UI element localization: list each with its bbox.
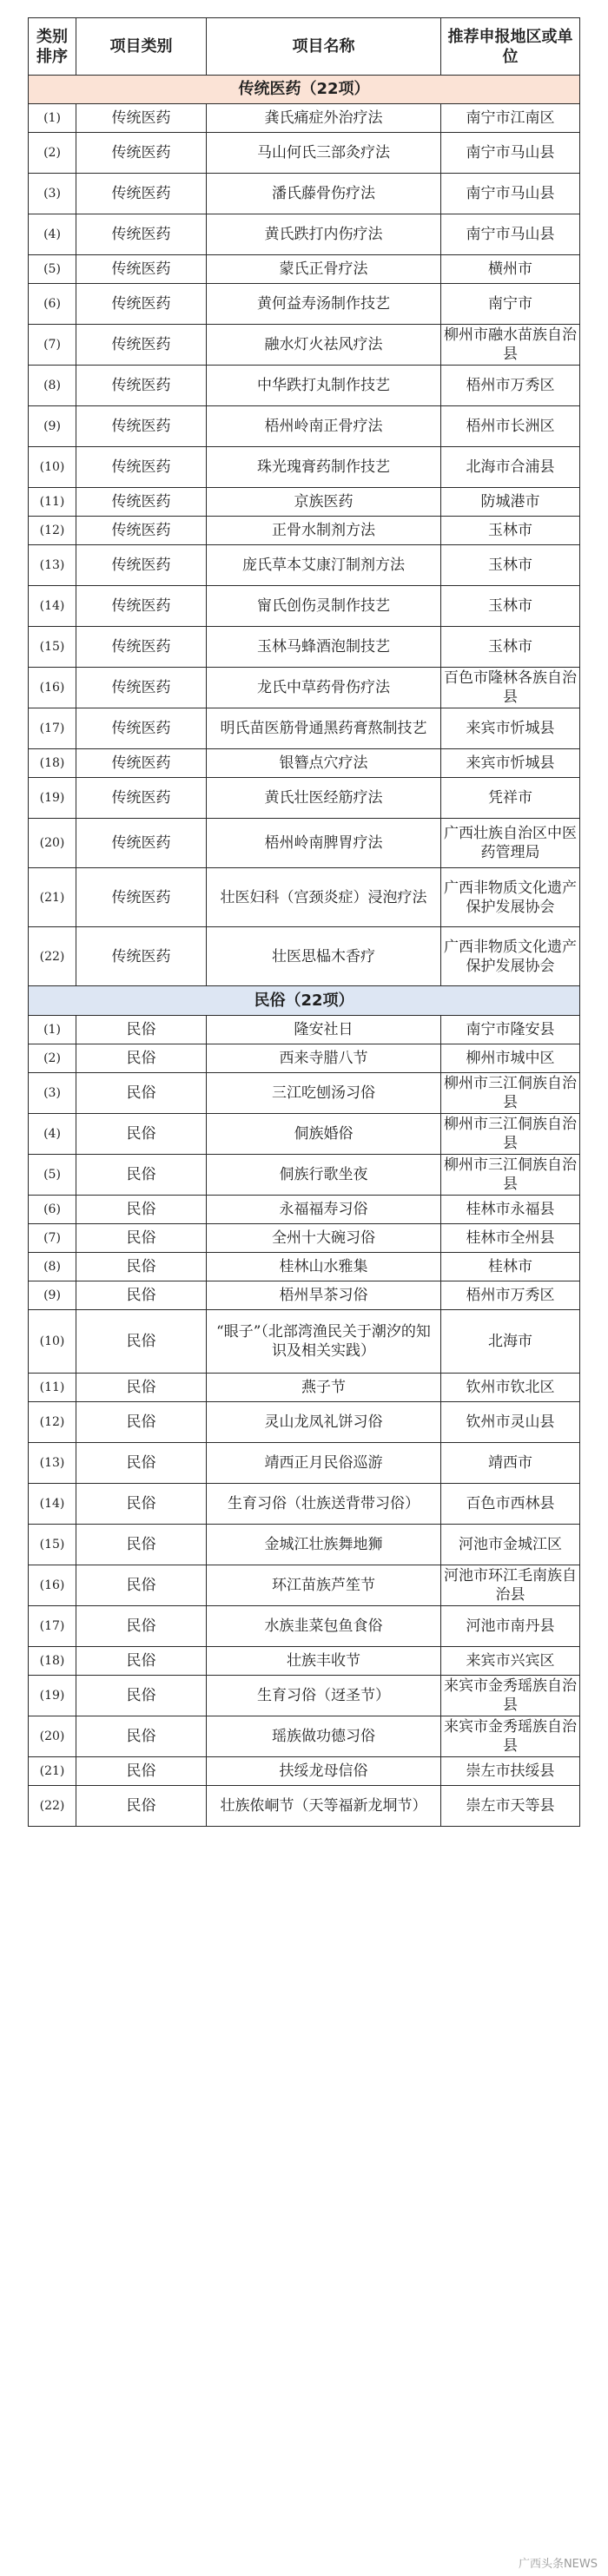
row-region: 南宁市江南区: [441, 104, 580, 133]
row-order: (15): [29, 627, 76, 668]
table-row: [29, 1484, 580, 1525]
row-project-name: 西来寺腊八节: [207, 1044, 441, 1073]
row-region: 梧州市万秀区: [441, 1281, 580, 1310]
row-project-name: 永福福寿习俗: [207, 1196, 441, 1224]
row-category: 民俗: [76, 1525, 207, 1565]
row-region: 靖西市: [441, 1443, 580, 1484]
table-row: [29, 1565, 580, 1606]
row-category: 传统医药: [76, 517, 207, 545]
row-order: (6): [29, 1196, 76, 1224]
row-order: (18): [29, 1647, 76, 1676]
row-region: 河池市环江毛南族自治县: [441, 1565, 580, 1606]
row-region: 横州市: [441, 255, 580, 284]
row-project-name: 潘氏藤骨伤疗法: [207, 174, 441, 214]
row-order: (22): [29, 1786, 76, 1827]
row-project-name: 蒙氏正骨疗法: [207, 255, 441, 284]
table-row: [29, 214, 580, 255]
row-region: 广西非物质文化遗产保护发展协会: [441, 868, 580, 927]
row-order: (22): [29, 927, 76, 986]
row-region: 玉林市: [441, 545, 580, 586]
table-row: [29, 133, 580, 174]
row-project-name: 壮医思榀木香疗: [207, 927, 441, 986]
table-row: [29, 174, 580, 214]
row-region: 柳州市三江侗族自治县: [441, 1114, 580, 1155]
table-row: [29, 1606, 580, 1647]
row-region: 来宾市忻城县: [441, 749, 580, 778]
row-project-name: 中华跌打丸制作技艺: [207, 366, 441, 406]
row-region: 柳州市融水苗族自治县: [441, 325, 580, 366]
header-region: 推荐申报地区或单位: [441, 18, 580, 76]
row-project-name: 融水灯火祛风疗法: [207, 325, 441, 366]
row-project-name: 瑶族做功德习俗: [207, 1716, 441, 1757]
project-table-container: [28, 17, 579, 1827]
row-project-name: 龙氏中草药骨伤疗法: [207, 668, 441, 708]
group-header-row: [29, 986, 580, 1016]
row-project-name: 环江苗族芦笙节: [207, 1565, 441, 1606]
row-order: (8): [29, 1253, 76, 1281]
row-order: (20): [29, 1716, 76, 1757]
row-project-name: 侗族行歌坐夜: [207, 1155, 441, 1196]
row-project-name: 侗族婚俗: [207, 1114, 441, 1155]
table-header: [29, 18, 580, 76]
row-region: 来宾市忻城县: [441, 708, 580, 749]
row-category: 传统医药: [76, 214, 207, 255]
table-row: [29, 1196, 580, 1224]
row-region: 钦州市钦北区: [441, 1374, 580, 1402]
row-project-name: 三江吃刨汤习俗: [207, 1073, 441, 1114]
table-row: [29, 366, 580, 406]
row-region: 玉林市: [441, 627, 580, 668]
group-title: 民俗（22项）: [29, 986, 580, 1016]
row-order: (15): [29, 1525, 76, 1565]
row-region: 来宾市金秀瑶族自治县: [441, 1676, 580, 1716]
row-category: 民俗: [76, 1155, 207, 1196]
row-category: 民俗: [76, 1016, 207, 1044]
row-region: 南宁市: [441, 284, 580, 325]
row-region: 河池市南丹县: [441, 1606, 580, 1647]
row-project-name: 银簪点穴疗法: [207, 749, 441, 778]
row-order: (17): [29, 1606, 76, 1647]
row-order: (1): [29, 1016, 76, 1044]
row-project-name: 壮医妇科（宫颈炎症）浸泡疗法: [207, 868, 441, 927]
row-order: (4): [29, 214, 76, 255]
row-project-name: 桂林山水雅集: [207, 1253, 441, 1281]
table-row: [29, 1443, 580, 1484]
row-category: 传统医药: [76, 447, 207, 488]
row-order: (1): [29, 104, 76, 133]
row-region: 来宾市金秀瑶族自治县: [441, 1716, 580, 1757]
row-order: (12): [29, 517, 76, 545]
row-category: 民俗: [76, 1374, 207, 1402]
row-category: 民俗: [76, 1253, 207, 1281]
row-project-name: 甯氏创伤灵制作技艺: [207, 586, 441, 627]
row-project-name: 扶绥龙母信俗: [207, 1757, 441, 1786]
row-region: 来宾市兴宾区: [441, 1647, 580, 1676]
row-order: (20): [29, 819, 76, 868]
table-row: [29, 517, 580, 545]
row-category: 民俗: [76, 1044, 207, 1073]
row-project-name: 京族医药: [207, 488, 441, 517]
row-project-name: 靖西正月民俗巡游: [207, 1443, 441, 1484]
row-region: 梧州市长洲区: [441, 406, 580, 447]
table-row: [29, 1044, 580, 1073]
row-category: 传统医药: [76, 819, 207, 868]
row-project-name: 灵山龙凤礼饼习俗: [207, 1402, 441, 1443]
row-region: 柳州市城中区: [441, 1044, 580, 1073]
row-region: 玉林市: [441, 586, 580, 627]
row-category: 传统医药: [76, 255, 207, 284]
row-order: (9): [29, 1281, 76, 1310]
table-row: [29, 1253, 580, 1281]
row-project-name: 黄氏壮医经筋疗法: [207, 778, 441, 819]
row-category: 传统医药: [76, 778, 207, 819]
table-row: [29, 586, 580, 627]
group-title: 传统医药（22项）: [29, 76, 580, 104]
table-row: [29, 545, 580, 586]
row-region: 南宁市马山县: [441, 174, 580, 214]
row-order: (18): [29, 749, 76, 778]
table-row: [29, 927, 580, 986]
row-category: 民俗: [76, 1647, 207, 1676]
table-row: [29, 668, 580, 708]
table-row: [29, 1016, 580, 1044]
row-category: 传统医药: [76, 708, 207, 749]
table-row: [29, 1676, 580, 1716]
row-category: 民俗: [76, 1757, 207, 1786]
table-row: [29, 488, 580, 517]
row-project-name: 生育习俗（壮族送背带习俗）: [207, 1484, 441, 1525]
row-category: 民俗: [76, 1073, 207, 1114]
row-order: (14): [29, 1484, 76, 1525]
header-project-name: 项目名称: [207, 18, 441, 76]
row-project-name: 黄何益寿汤制作技艺: [207, 284, 441, 325]
row-project-name: 梧州旱茶习俗: [207, 1281, 441, 1310]
table-row: [29, 284, 580, 325]
table-row: [29, 627, 580, 668]
row-order: (17): [29, 708, 76, 749]
row-order: (11): [29, 488, 76, 517]
row-region: 百色市西林县: [441, 1484, 580, 1525]
row-region: 南宁市隆安县: [441, 1016, 580, 1044]
row-project-name: 水族韭菜包鱼食俗: [207, 1606, 441, 1647]
table-row: [29, 104, 580, 133]
row-category: 民俗: [76, 1786, 207, 1827]
row-region: 梧州市万秀区: [441, 366, 580, 406]
row-category: 民俗: [76, 1402, 207, 1443]
row-project-name: “眼子”（北部湾渔民关于潮汐的知识及相关实践）: [207, 1310, 441, 1374]
project-table: [28, 17, 580, 1827]
row-project-name: 正骨水制剂方法: [207, 517, 441, 545]
row-order: (10): [29, 1310, 76, 1374]
row-region: 崇左市扶绥县: [441, 1757, 580, 1786]
row-region: 柳州市三江侗族自治县: [441, 1155, 580, 1196]
row-project-name: 燕子节: [207, 1374, 441, 1402]
row-project-name: 珠光瑰膏药制作技艺: [207, 447, 441, 488]
row-order: (14): [29, 586, 76, 627]
row-category: 传统医药: [76, 366, 207, 406]
row-project-name: 全州十大碗习俗: [207, 1224, 441, 1253]
row-order: (11): [29, 1374, 76, 1402]
row-order: (4): [29, 1114, 76, 1155]
table-row: [29, 1114, 580, 1155]
row-region: 崇左市天等县: [441, 1786, 580, 1827]
table-row: [29, 708, 580, 749]
table-row: [29, 325, 580, 366]
row-region: 北海市: [441, 1310, 580, 1374]
row-category: 民俗: [76, 1676, 207, 1716]
table-row: [29, 1757, 580, 1786]
row-region: 北海市合浦县: [441, 447, 580, 488]
row-category: 民俗: [76, 1310, 207, 1374]
row-category: 传统医药: [76, 749, 207, 778]
row-order: (21): [29, 868, 76, 927]
row-project-name: 明氏苗医筋骨通黑药膏熬制技艺: [207, 708, 441, 749]
row-category: 民俗: [76, 1281, 207, 1310]
row-category: 传统医药: [76, 406, 207, 447]
row-order: (8): [29, 366, 76, 406]
table-row: [29, 1716, 580, 1757]
table-row: [29, 1402, 580, 1443]
row-project-name: 黄氏跌打内伤疗法: [207, 214, 441, 255]
row-order: (3): [29, 1073, 76, 1114]
table-row: [29, 749, 580, 778]
row-category: 传统医药: [76, 104, 207, 133]
table-body: [29, 76, 580, 1827]
row-region: 南宁市马山县: [441, 214, 580, 255]
row-category: 民俗: [76, 1484, 207, 1525]
row-order: (5): [29, 1155, 76, 1196]
table-row: [29, 1073, 580, 1114]
row-region: 凭祥市: [441, 778, 580, 819]
row-order: (13): [29, 1443, 76, 1484]
table-row: [29, 1786, 580, 1827]
row-category: 传统医药: [76, 627, 207, 668]
row-region: 桂林市: [441, 1253, 580, 1281]
row-category: 传统医药: [76, 668, 207, 708]
row-category: 民俗: [76, 1224, 207, 1253]
header-order: 类别排序: [29, 18, 76, 76]
row-order: (19): [29, 1676, 76, 1716]
row-project-name: 生育习俗（迓圣节）: [207, 1676, 441, 1716]
table-row: [29, 1525, 580, 1565]
row-order: (3): [29, 174, 76, 214]
row-order: (2): [29, 133, 76, 174]
row-project-name: 玉林马蜂酒泡制技艺: [207, 627, 441, 668]
row-category: 传统医药: [76, 488, 207, 517]
row-project-name: 庞氏草本艾康汀制剂方法: [207, 545, 441, 586]
table-row: [29, 868, 580, 927]
row-order: (10): [29, 447, 76, 488]
row-category: 传统医药: [76, 545, 207, 586]
row-order: (5): [29, 255, 76, 284]
row-region: 柳州市三江侗族自治县: [441, 1073, 580, 1114]
table-row: [29, 1224, 580, 1253]
row-order: (16): [29, 668, 76, 708]
watermark: 广西头条NEWS: [518, 2558, 598, 2571]
row-category: 民俗: [76, 1565, 207, 1606]
row-order: (21): [29, 1757, 76, 1786]
table-row: [29, 1647, 580, 1676]
row-category: 民俗: [76, 1114, 207, 1155]
row-region: 南宁市马山县: [441, 133, 580, 174]
row-category: 传统医药: [76, 174, 207, 214]
row-region: 桂林市全州县: [441, 1224, 580, 1253]
row-category: 民俗: [76, 1606, 207, 1647]
row-category: 传统医药: [76, 927, 207, 986]
row-order: (7): [29, 325, 76, 366]
row-region: 百色市隆林各族自治县: [441, 668, 580, 708]
table-row: [29, 819, 580, 868]
table-row: [29, 1310, 580, 1374]
row-category: 民俗: [76, 1196, 207, 1224]
row-project-name: 隆安社日: [207, 1016, 441, 1044]
table-row: [29, 447, 580, 488]
table-row: [29, 406, 580, 447]
row-order: (6): [29, 284, 76, 325]
row-project-name: 壮族侬峒节（天等福新龙垌节）: [207, 1786, 441, 1827]
row-order: (2): [29, 1044, 76, 1073]
table-row: [29, 1281, 580, 1310]
header-category: 项目类别: [76, 18, 207, 76]
row-order: (9): [29, 406, 76, 447]
row-category: 传统医药: [76, 325, 207, 366]
row-project-name: 梧州岭南脾胃疗法: [207, 819, 441, 868]
row-category: 民俗: [76, 1716, 207, 1757]
table-row: [29, 255, 580, 284]
row-project-name: 梧州岭南正骨疗法: [207, 406, 441, 447]
table-row: [29, 1374, 580, 1402]
row-category: 传统医药: [76, 868, 207, 927]
row-order: (7): [29, 1224, 76, 1253]
row-region: 玉林市: [441, 517, 580, 545]
table-row: [29, 778, 580, 819]
row-region: 广西壮族自治区中医药管理局: [441, 819, 580, 868]
row-project-name: 金城江壮族舞地狮: [207, 1525, 441, 1565]
row-category: 传统医药: [76, 586, 207, 627]
row-order: (16): [29, 1565, 76, 1606]
row-region: 桂林市永福县: [441, 1196, 580, 1224]
row-project-name: 马山何氏三部灸疗法: [207, 133, 441, 174]
row-region: 河池市金城江区: [441, 1525, 580, 1565]
row-category: 传统医药: [76, 133, 207, 174]
group-header-row: [29, 76, 580, 104]
table-row: [29, 1155, 580, 1196]
row-category: 传统医药: [76, 284, 207, 325]
row-order: (12): [29, 1402, 76, 1443]
row-region: 防城港市: [441, 488, 580, 517]
row-order: (19): [29, 778, 76, 819]
row-region: 广西非物质文化遗产保护发展协会: [441, 927, 580, 986]
row-category: 民俗: [76, 1443, 207, 1484]
row-project-name: 龚氏痛症外治疗法: [207, 104, 441, 133]
row-region: 钦州市灵山县: [441, 1402, 580, 1443]
row-order: (13): [29, 545, 76, 586]
row-project-name: 壮族丰收节: [207, 1647, 441, 1676]
